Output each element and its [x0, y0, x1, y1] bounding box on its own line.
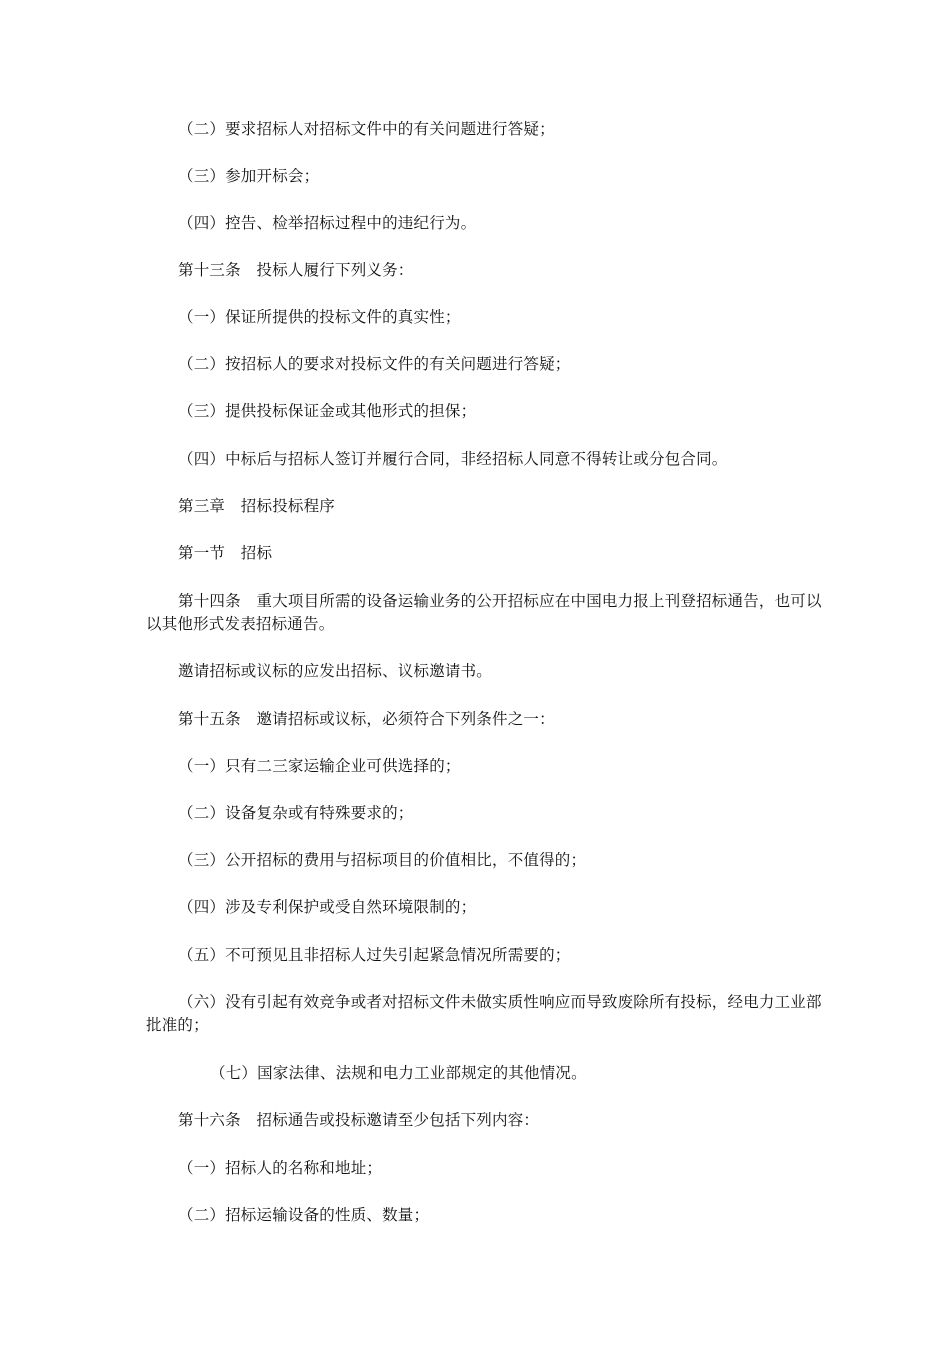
- article-15-heading: 第十五条 邀请招标或议标，必须符合下列条件之一：: [178, 710, 555, 728]
- paragraph-clause-3-guarantee: （三）提供投标保证金或其他形式的担保；: [178, 402, 477, 420]
- paragraph-condition-3: （三）公开招标的费用与招标项目的价值相比，不值得的；: [178, 851, 587, 869]
- paragraph-content-2: （二）招标运输设备的性质、数量；: [178, 1206, 430, 1224]
- paragraph-condition-7: （七）国家法律、法规和电力工业部规定的其他情况。: [210, 1064, 587, 1082]
- paragraph-condition-6: （六）没有引起有效竞争或者对招标文件未做实质性响应而导致废除所有投标，经电力工业部批准的；: [146, 993, 822, 1034]
- paragraph-condition-2: （二）设备复杂或有特殊要求的；: [178, 804, 414, 822]
- chapter-3-heading: 第三章 招标投标程序: [178, 497, 336, 515]
- paragraph-condition-1: （一）只有二三家运输企业可供选择的；: [178, 757, 461, 775]
- article-13-heading: 第十三条 投标人履行下列义务：: [178, 261, 414, 279]
- article-14-paragraph: 第十四条 重大项目所需的设备运输业务的公开招标应在中国电力报上刊登招标通告，也可以以其他形式发表招标通告。: [146, 592, 822, 633]
- article-16-heading: 第十六条 招标通告或投标邀请至少包括下列内容：: [178, 1111, 540, 1129]
- paragraph-clause-2-questions: （二）按招标人的要求对投标文件的有关问题进行答疑；: [178, 355, 571, 373]
- paragraph-content-1: （一）招标人的名称和地址；: [178, 1159, 383, 1177]
- paragraph-invitation-letter: 邀请招标或议标的应发出招标、议标邀请书。: [178, 662, 493, 680]
- paragraph-clause-4-contract: （四）中标后与招标人签订并履行合同，非经招标人同意不得转让或分包合同。: [178, 450, 728, 468]
- paragraph-clause-1-authenticity: （一）保证所提供的投标文件的真实性；: [178, 308, 461, 326]
- paragraph-condition-5: （五）不可预见且非招标人过失引起紧急情况所需要的；: [178, 946, 571, 964]
- paragraph-clause-4-report: （四）控告、检举招标过程中的违纪行为。: [178, 214, 477, 232]
- paragraph-condition-4: （四）涉及专利保护或受自然环境限制的；: [178, 898, 477, 916]
- paragraph-clause-2-answer: （二）要求招标人对招标文件中的有关问题进行答疑；: [178, 120, 555, 138]
- section-1-heading: 第一节 招标: [178, 544, 273, 562]
- paragraph-clause-3-attend: （三）参加开标会；: [178, 167, 320, 185]
